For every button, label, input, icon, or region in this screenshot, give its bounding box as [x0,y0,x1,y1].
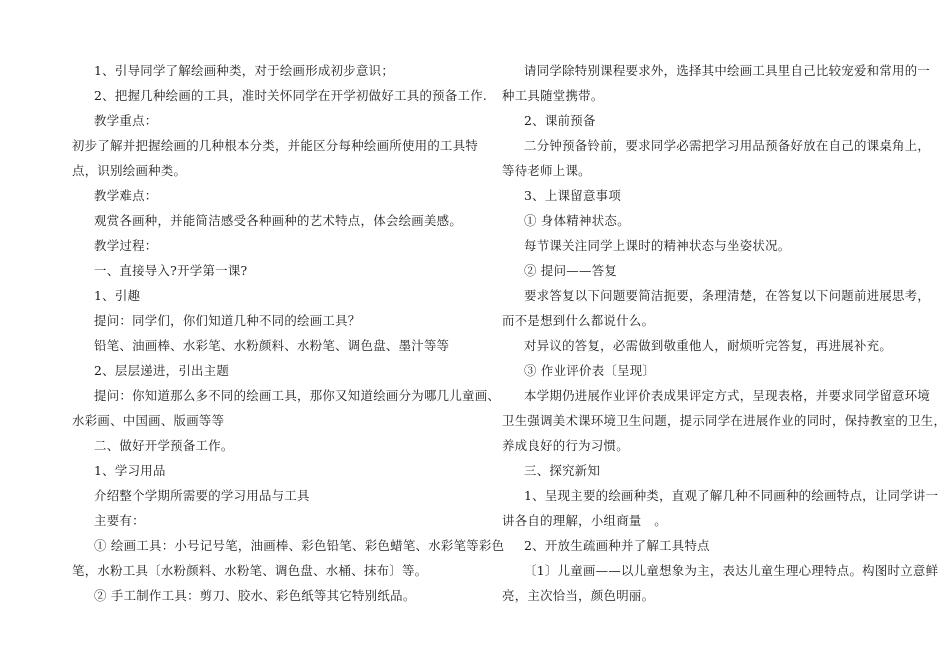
text-line: 2、把握几种绘画的工具，准时关怀同学在开学初做好工具的预备工作. [94,88,488,103]
paragraph [72,233,464,258]
paragraph [72,308,464,333]
text-line: 水彩画、中国画、版画等等 [72,413,225,428]
paragraph [502,458,886,483]
paragraph [502,358,886,383]
paragraph [502,133,931,183]
paragraph [72,458,464,483]
paragraph [502,233,886,258]
text-line: 铅笔、油画棒、水彩笔、水粉颜料、水粉笔、调色盘、墨汁等等 [94,338,450,353]
text-line: 〔1〕儿童画——以儿童想象为主，表达儿童生理心理特点。构图时立意鲜 [524,563,939,578]
paragraph [72,483,464,508]
text-line: 2、课前预备 [524,113,596,128]
paragraph [72,133,479,183]
text-line: 主要有： [94,513,145,528]
text-line: 笔，水粉工具〔水粉颜料、水粉笔、调色盘、水桶、抹布〕等。 [72,563,428,578]
text-line: ② 手工制作工具：剪刀、胶水、彩色纸等其它特别纸品。 [94,588,416,603]
paragraph [72,383,501,433]
text-line: 教学重点： [94,113,158,128]
text-line: 3、上课留意事项 [524,188,622,203]
paragraph [502,383,947,458]
text-line: 本学期仍进展作业评价表成果评定方式，呈现表格，并要求同学留意环境 [524,388,931,403]
paragraph [502,483,939,533]
paragraph [72,433,464,458]
text-line: ① 身体精神状态。 [524,213,630,228]
paragraph [72,508,464,533]
text-line: 请同学除特别课程要求外，选择其中绘画工具里自己比较宠爱和常用的一 [524,63,931,78]
text-line: 二分钟预备铃前，要求同学必需把学习用品预备好放在自己的课桌角上， [524,138,931,153]
text-line: 1、引导同学了解绘画种类，对于绘画形成初步意识； [94,63,395,78]
paragraph [72,83,488,108]
text-line: 要求答复以下问题要简洁扼要，条理清楚，在答复以下问题前进展思考， [524,288,931,303]
paragraph [72,108,464,133]
right-text-column [502,58,947,608]
text-line: ① 绘画工具：小号记号笔，油画棒、彩色铅笔、彩色蜡笔、水彩笔等彩色 [94,538,505,553]
text-line: ③ 作业评价表〔呈现〕 [524,363,656,378]
text-line: 一、直接导入?开学第一课? [94,263,248,278]
text-line: 观赏各画种，并能简洁感受各种画种的艺术特点，体会绘画美感。 [94,213,463,228]
paragraph [502,258,886,283]
paragraph [502,58,931,108]
text-line: 提问：同学们，你们知道几种不同的绘画工具？ [94,313,361,328]
text-line: 亮，主次恰当，颜色明丽。 [502,588,655,603]
paragraph [502,183,886,208]
paragraph [72,333,464,358]
text-line: 讲各自的理解，小组商量 。 [502,513,667,528]
text-line: 介绍整个学期所需要的学习用品与工具 [94,488,310,503]
text-line: 教学过程： [94,238,158,253]
paragraph [72,533,505,583]
text-line: 每节课关注同学上课时的精神状态与坐姿状况。 [524,238,791,253]
text-line: 1、引趣 [94,288,141,303]
text-line: 2、层层递进，引出主题 [94,363,230,378]
text-line: 二、做好开学预备工作。 [94,438,234,453]
text-line: 而不是想到什么都说什么。 [502,313,655,328]
text-line: 三、探究新知 [524,463,601,478]
text-line: 对异议的答复，必需做到敬重他人，耐烦听完答复，再进展补充。 [524,338,893,353]
text-line: 1、呈现主要的绘画种类，直观了解几种不同画种的绘画特点，让同学讲一 [524,488,939,503]
text-line: 种工具随堂携带。 [502,88,604,103]
text-line: 1、学习用品 [94,463,166,478]
paragraph [72,183,464,208]
text-line: 养成良好的行为习惯。 [502,438,629,453]
paragraph [502,533,886,558]
text-line: 初步了解并把握绘画的几种根本分类，并能区分每种绘画所使用的工具特 [72,138,479,153]
paragraph [72,258,464,283]
text-line: 卫生强调美术课环境卫生问题，提示同学在进展作业的同时，保持教室的卫生， [502,413,947,428]
paragraph [72,283,464,308]
text-line: 教学难点： [94,188,158,203]
left-text-column [72,58,505,608]
text-line: 点，识别绘画种类。 [72,163,187,178]
text-line: 等待老师上课。 [502,163,591,178]
paragraph [502,108,886,133]
paragraph [72,358,464,383]
paragraph [502,333,893,358]
text-line: 提问：你知道那么多不同的绘画工具，那你又知道绘画分为哪几儿童画、 [94,388,501,403]
paragraph [72,583,464,608]
paragraph [502,558,939,608]
paragraph [502,283,931,333]
paragraph [72,208,464,233]
paragraph [502,208,886,233]
paragraph [72,58,464,83]
text-line: ② 提问——答复 [524,263,618,278]
text-line: 2、开放生疏画种并了解工具特点 [524,538,710,553]
